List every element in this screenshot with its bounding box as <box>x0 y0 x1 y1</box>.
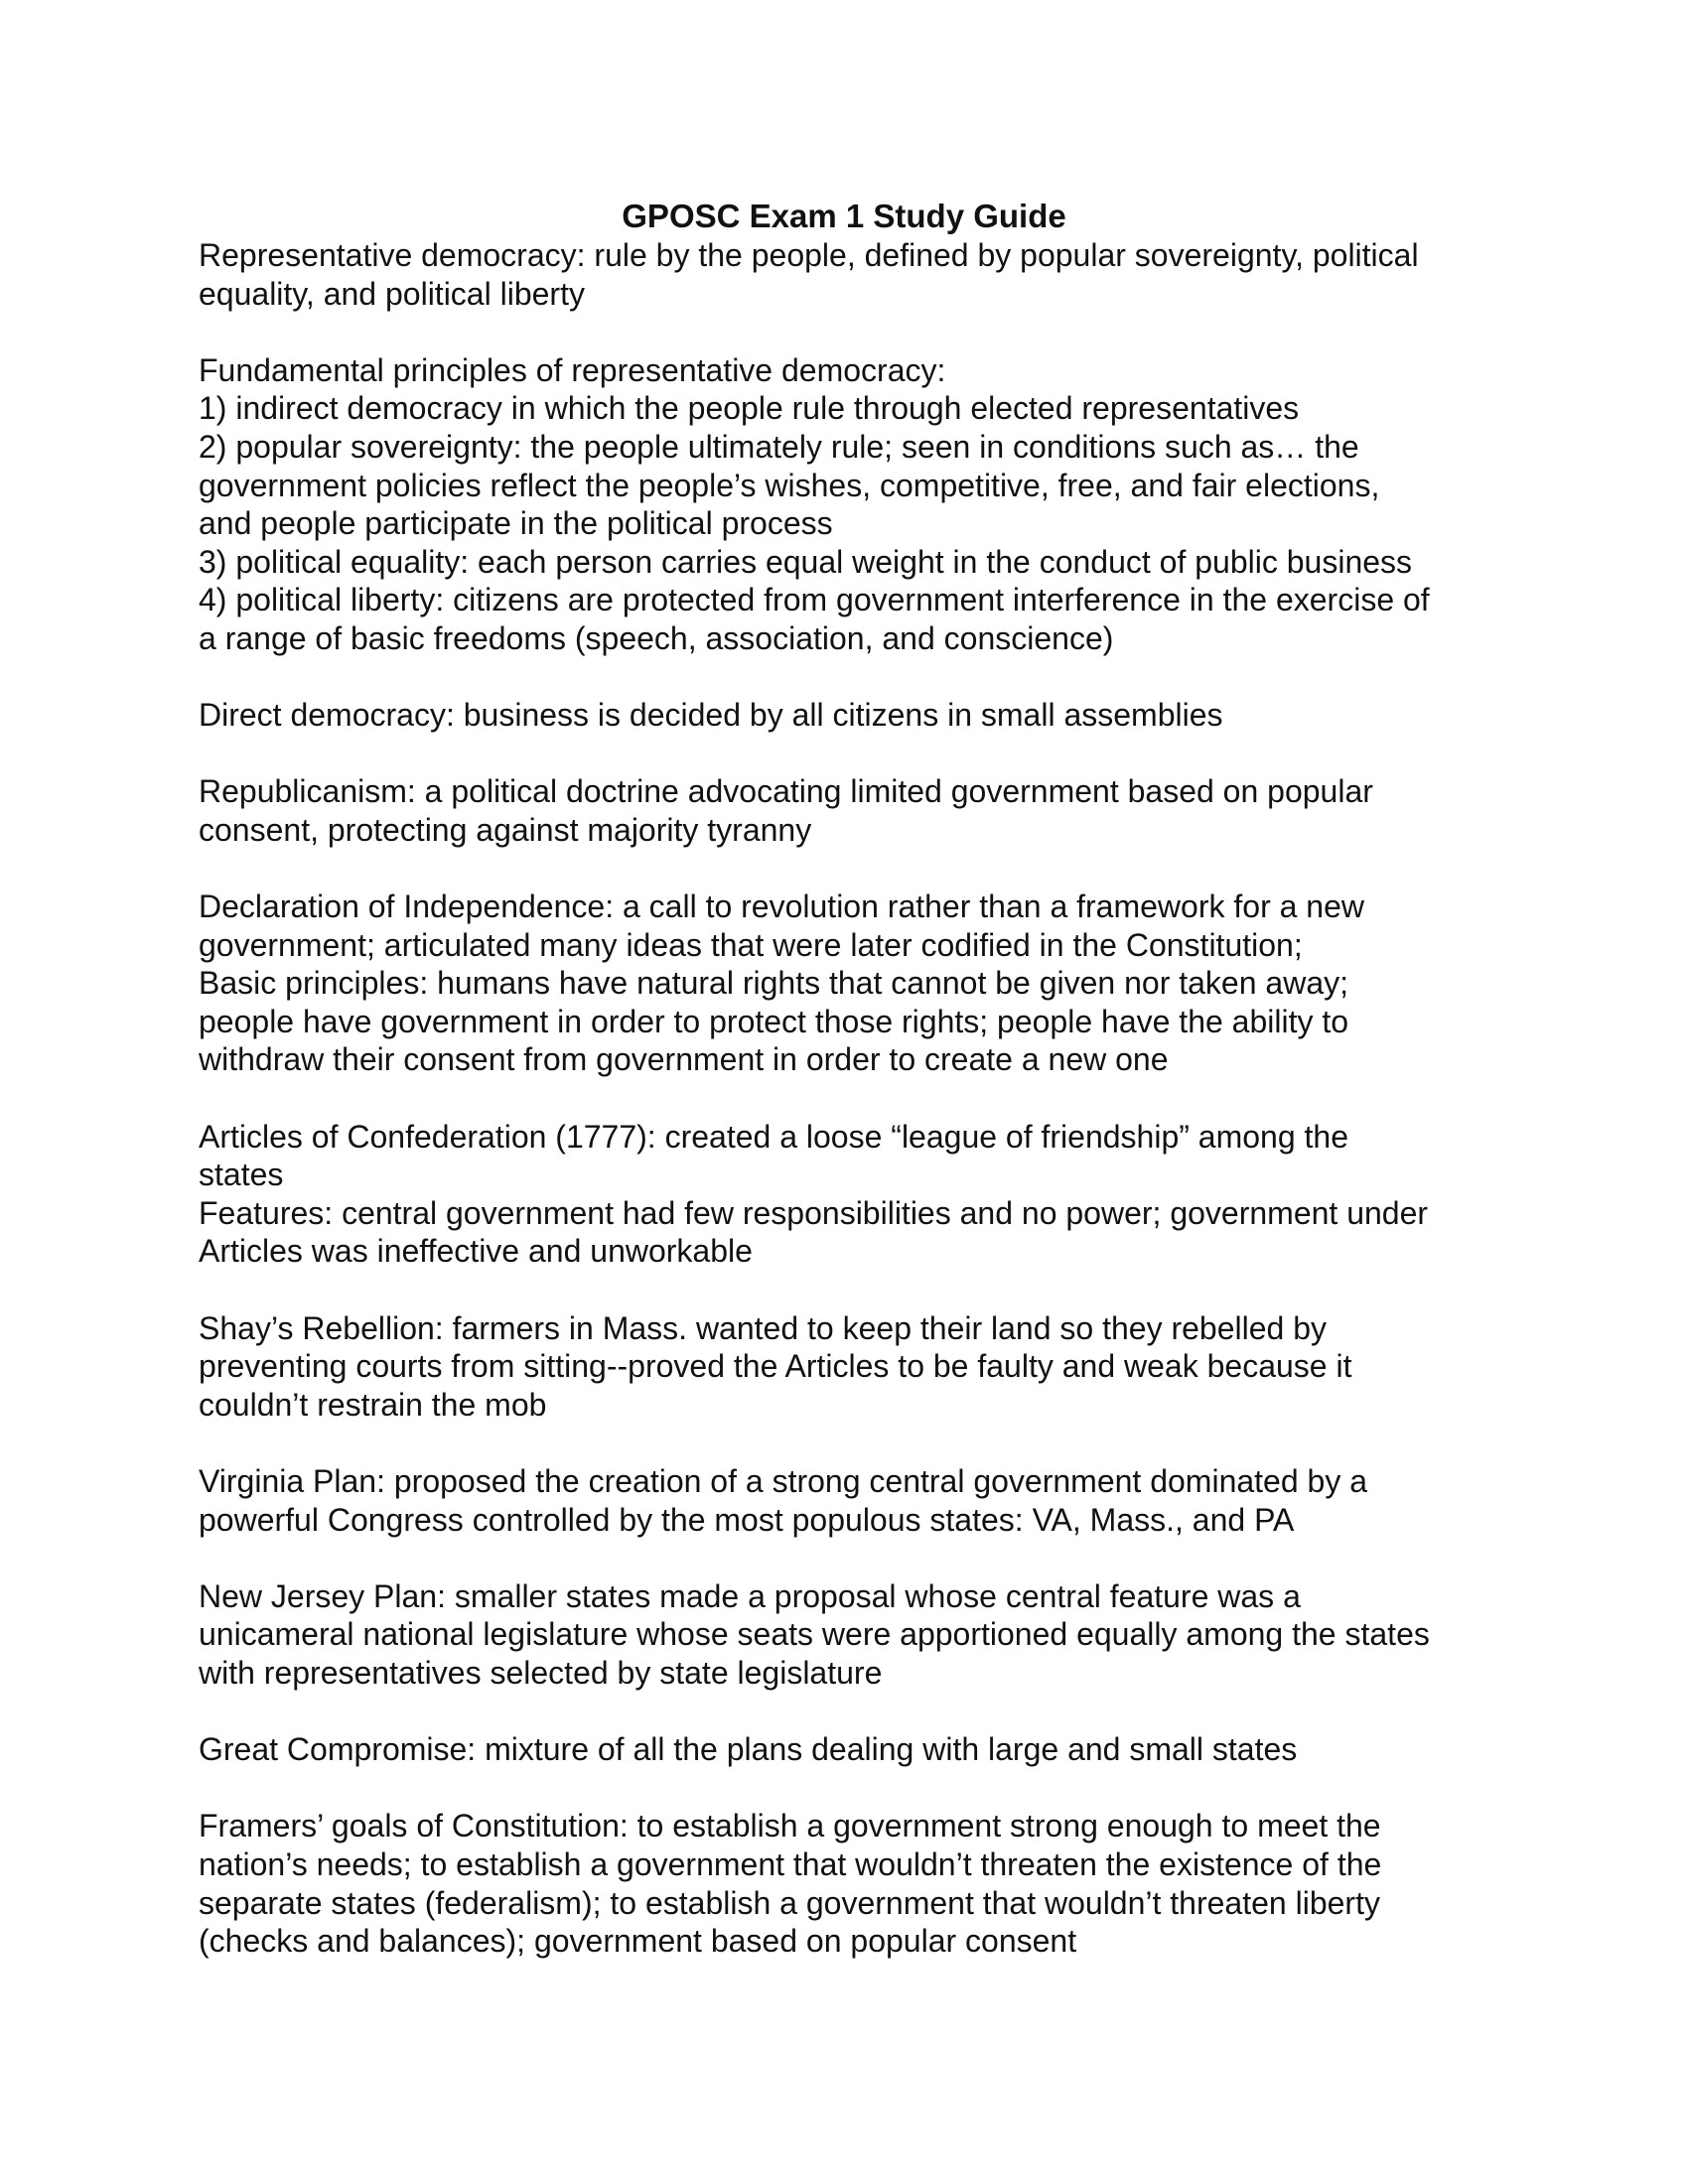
text-line: Direct democracy: business is decided by all citizens in small assemblies <box>199 697 1223 734</box>
paragraph-gap <box>199 313 1489 351</box>
text-line: equality, and political liberty <box>199 275 585 312</box>
text-line: Virginia Plan: proposed the creation of a strong central government dominated by a <box>199 1463 1368 1499</box>
paragraph-gap <box>199 658 1489 697</box>
paragraph-gap <box>199 1079 1489 1118</box>
text-line: with representatives selected by state legislature <box>199 1654 883 1691</box>
paragraph <box>199 1118 1489 1271</box>
text-line: nation’s needs; to establish a government that wouldn’t threaten the existence of the <box>199 1845 1382 1882</box>
text-line: powerful Congress controlled by the most populous states: VA, Mass., and PA <box>199 1501 1295 1538</box>
paragraph <box>199 696 1489 735</box>
paragraph <box>199 351 1489 658</box>
text-line: Basic principles: humans have natural rights that cannot be given nor taken away; <box>199 965 1348 1002</box>
text-line: Shay’s Rebellion: farmers in Mass. wanted to keep their land so they rebelled by <box>199 1309 1328 1346</box>
text-line: Features: central government had few responsibilities and no power; government under <box>199 1194 1429 1231</box>
paragraph <box>199 1462 1489 1539</box>
paragraph-gap <box>199 1769 1489 1808</box>
paragraph-gap <box>199 1424 1489 1462</box>
text-line: Representative democracy: rule by the people, defined by popular sovereignty, political <box>199 237 1419 273</box>
text-line: 1) indirect democracy in which the people rule through elected representatives <box>199 390 1300 427</box>
text-line: 2) popular sovereignty: the people ultimately rule; seen in conditions such as… the <box>199 428 1359 465</box>
text-line: Great Compromise: mixture of all the plans dealing with large and small states <box>199 1731 1298 1768</box>
paragraph <box>199 772 1489 849</box>
text-line: Articles of Confederation (1777): created a loose “league of friendship” among the <box>199 1118 1349 1155</box>
paragraph <box>199 1309 1489 1425</box>
text-line: people have government in order to protect those rights; people have the ability to <box>199 1003 1349 1039</box>
paragraph <box>199 236 1489 313</box>
document-body <box>199 236 1489 1961</box>
text-line: Framers’ goals of Constitution: to establish a government strong enough to meet the <box>199 1808 1381 1844</box>
text-line: (checks and balances); government based on popular consent <box>199 1923 1077 1960</box>
text-line: 4) political liberty: citizens are protected from government interference in the exercise of <box>199 582 1430 618</box>
paragraph-gap <box>199 1271 1489 1309</box>
page-title: GPOSC Exam 1 Study Guide <box>622 198 1066 234</box>
text-line: states <box>199 1157 284 1193</box>
text-line: 3) political equality: each person carries equal weight in the conduct of public business <box>199 543 1413 580</box>
paragraph-gap <box>199 1693 1489 1731</box>
paragraph <box>199 887 1489 1079</box>
text-line: government policies reflect the people’s wishes, competitive, free, and fair elections, <box>199 467 1380 503</box>
text-line: consent, protecting against majority tyranny <box>199 811 812 848</box>
text-line: Republicanism: a political doctrine advocating limited government based on popular <box>199 773 1373 810</box>
text-line: separate states (federalism); to establish a government that wouldn’t threaten liberty <box>199 1884 1380 1921</box>
paragraph <box>199 1730 1489 1769</box>
text-line: government; articulated many ideas that were later codified in the Constitution; <box>199 926 1303 963</box>
paragraph-gap <box>199 1539 1489 1577</box>
paragraph <box>199 1807 1489 1960</box>
text-line: withdraw their consent from government in order to create a new one <box>199 1041 1169 1078</box>
text-line: couldn’t restrain the mob <box>199 1386 547 1423</box>
text-line: Fundamental principles of representative democracy: <box>199 351 946 388</box>
text-line: New Jersey Plan: smaller states made a proposal whose central feature was a <box>199 1577 1301 1614</box>
paragraph-gap <box>199 850 1489 888</box>
text-line: Declaration of Independence: a call to revolution rather than a framework for a new <box>199 888 1364 925</box>
paragraph <box>199 1577 1489 1693</box>
text-line: and people participate in the political process <box>199 505 833 542</box>
text-line: Articles was ineffective and unworkable <box>199 1233 753 1270</box>
text-line: a range of basic freedoms (speech, association, and conscience) <box>199 619 1114 656</box>
text-line: unicameral national legislature whose seats were apportioned equally among the states <box>199 1616 1430 1653</box>
text-line: preventing courts from sitting--proved the Articles to be faulty and weak because it <box>199 1348 1352 1385</box>
paragraph-gap <box>199 735 1489 773</box>
